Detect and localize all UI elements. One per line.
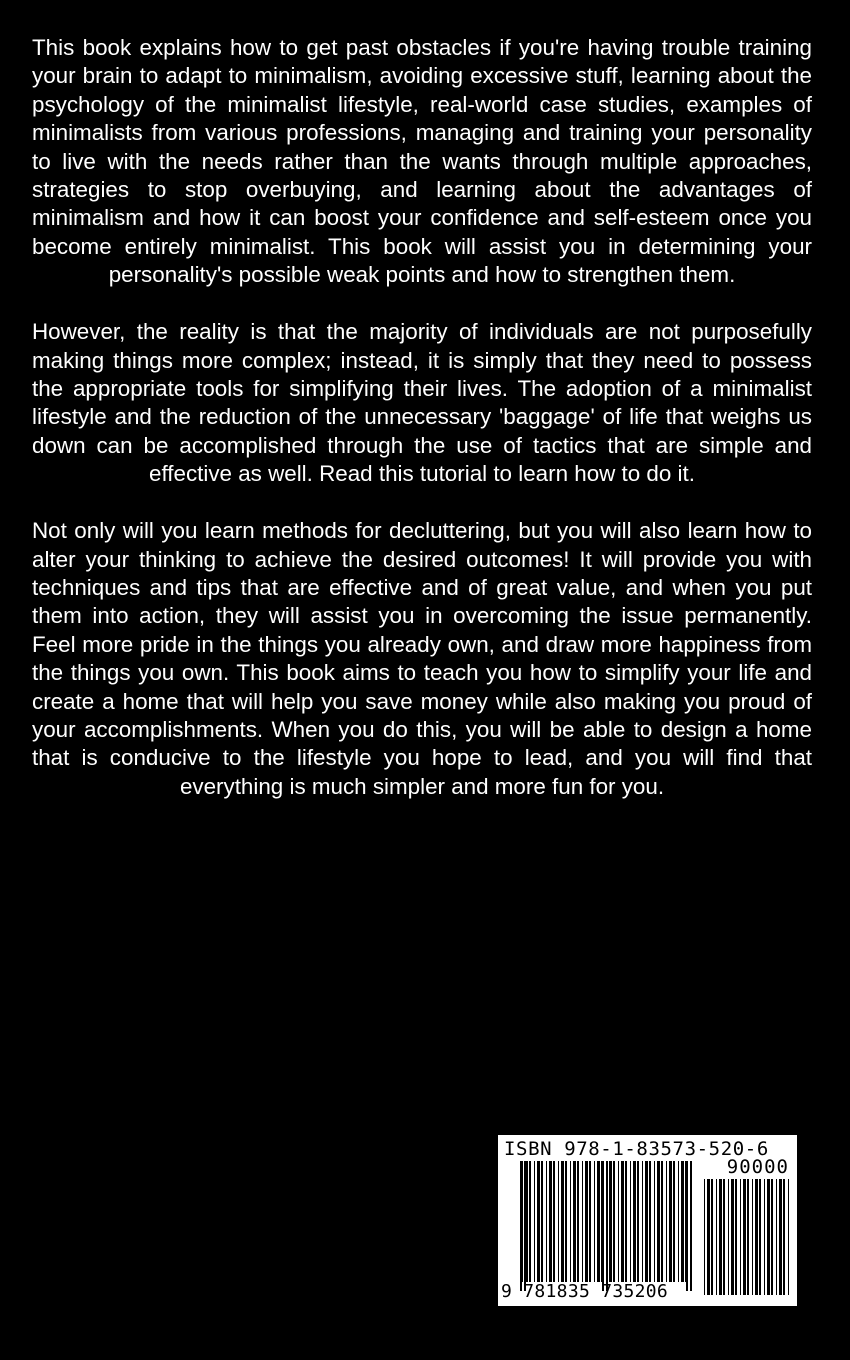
barcode-bar xyxy=(735,1179,737,1295)
barcode-bar xyxy=(618,1161,619,1282)
barcode-bar xyxy=(570,1161,571,1282)
back-cover-blurb xyxy=(32,34,812,830)
barcode-bar xyxy=(541,1161,543,1282)
barcode-bar xyxy=(764,1179,765,1295)
barcode-bar xyxy=(666,1161,667,1282)
barcode-bar xyxy=(529,1161,531,1282)
barcode-bar xyxy=(561,1161,564,1282)
blurb-paragraph-2: However, the reality is that the majority of individuals are not purposefully making things more complex; instead, it is simply that they need to possess the appropriate tools for simplifying their lives. The adoption of a minimalist lifestyle and the reduction of the unnecessary 'baggage' of life that weighs us down can be accomplished through the use of tactics that are simple and effective as well. Read this tutorial to learn how to do it. xyxy=(32,319,812,487)
barcode-bar xyxy=(630,1161,631,1282)
barcode-bar xyxy=(669,1161,672,1282)
barcode-bar xyxy=(771,1179,773,1295)
barcode-bar xyxy=(661,1161,663,1282)
barcode-bar xyxy=(704,1179,705,1295)
barcode-bar xyxy=(755,1179,758,1295)
barcode-bar xyxy=(642,1161,643,1282)
barcode-bar xyxy=(537,1161,540,1282)
barcode-guard-bar xyxy=(520,1161,522,1291)
barcode-bar xyxy=(582,1161,583,1282)
barcode-bar xyxy=(767,1179,770,1295)
barcode-bar xyxy=(654,1161,655,1282)
barcode-bar xyxy=(731,1179,734,1295)
barcode-bar xyxy=(621,1161,624,1282)
barcode-bar xyxy=(728,1179,729,1295)
barcode-guard-bar xyxy=(690,1161,692,1291)
barcode-bar xyxy=(719,1179,722,1295)
barcode-bar xyxy=(743,1179,746,1295)
barcode-guard-bar xyxy=(602,1161,604,1291)
barcode-bar xyxy=(645,1161,648,1282)
isbn-label: ISBN 978-1-83573-520-6 xyxy=(504,1138,769,1160)
barcode-bar xyxy=(573,1161,576,1282)
barcode-bar xyxy=(597,1161,600,1282)
barcode-bar xyxy=(740,1179,741,1295)
barcode-bar xyxy=(553,1161,555,1282)
barcode-bar xyxy=(711,1179,713,1295)
ean-digits: 9 781835 735206 xyxy=(501,1281,669,1302)
barcode-bar xyxy=(609,1161,612,1282)
barcode-bar xyxy=(657,1161,660,1282)
blurb-paragraph-1: This book explains how to get past obstacles if you're having trouble training your brain to adapt to minimalism, avoiding excessive stuff, learning about the psychology of the minimalist lifestyle, real-world case studies, examples of minimalists from various professions, managing and training your personality to live with the needs rather than the wants through multiple approaches, strategies to stop overbuying, and learning about the advantages of minimalism and how it can boost your confidence and self-esteem once you become entirely minimalist. This book will assist you in determining your personality's possible weak points and how to strengthen them. xyxy=(32,35,812,288)
barcode-bar xyxy=(752,1179,753,1295)
barcode-guard-bar xyxy=(686,1161,688,1291)
isbn-barcode xyxy=(498,1135,797,1306)
barcode-bar xyxy=(594,1161,595,1282)
barcode-guard-bar xyxy=(606,1161,608,1291)
barcode-bar xyxy=(681,1161,684,1282)
price-code: 90000 xyxy=(726,1156,789,1178)
barcode-bar xyxy=(565,1161,567,1282)
barcode-bar xyxy=(585,1161,588,1282)
barcode-bar xyxy=(723,1179,725,1295)
barcode-bar xyxy=(534,1161,535,1282)
barcode-bar xyxy=(549,1161,552,1282)
barcode-bar xyxy=(759,1179,761,1295)
barcode-bar xyxy=(558,1161,559,1282)
barcode-bar xyxy=(788,1179,789,1295)
barcode-bar xyxy=(522,1161,523,1282)
blurb-paragraph-3: Not only will you learn methods for decluttering, but you will also learn how to alter your thinking to achieve the desired outcomes! It will provide you with techniques and tips that are effective and of great value, and when you put them into action, they will assist you in overcoming the issue permanently. Feel more pride in the things you already own, and draw more happiness from the things you own. This book aims to teach you how to simplify your life and create a home that will help you save money while also making you proud of your accomplishments. When you do this, you will be able to design a home that is conducive to the lifestyle you hope to lead, and you will find that everything is much simpler and more fun for you. xyxy=(32,518,812,799)
barcode-bar xyxy=(716,1179,717,1295)
barcode-bar xyxy=(673,1161,675,1282)
barcode-bar xyxy=(707,1179,710,1295)
barcode-bar xyxy=(783,1179,785,1295)
barcode-guard-bar xyxy=(524,1161,526,1291)
barcode-bar xyxy=(747,1179,749,1295)
barcode-bar xyxy=(577,1161,579,1282)
barcode-bar xyxy=(625,1161,627,1282)
barcode-bar xyxy=(633,1161,636,1282)
barcode-bar xyxy=(637,1161,639,1282)
barcode-bar xyxy=(546,1161,547,1282)
barcode-bar xyxy=(589,1161,591,1282)
barcode-bar xyxy=(779,1179,782,1295)
barcode-bar xyxy=(776,1179,777,1295)
barcode-bar xyxy=(613,1161,615,1282)
barcode-bar xyxy=(678,1161,679,1282)
barcode-bar xyxy=(649,1161,651,1282)
